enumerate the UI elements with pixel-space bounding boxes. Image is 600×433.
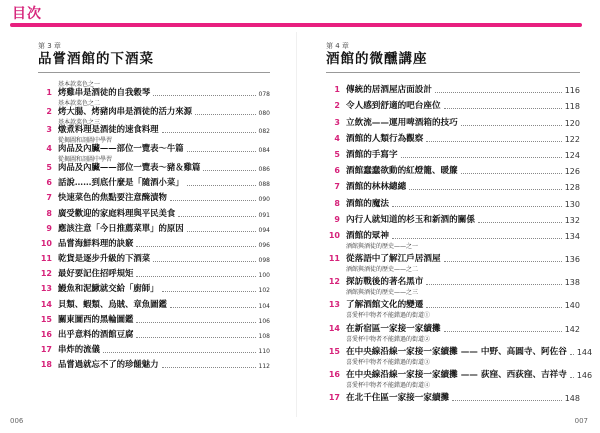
entry-title: 傳統的居酒屋店面設計	[346, 85, 432, 96]
entry-number: 6	[46, 178, 52, 188]
toc-entry	[38, 173, 270, 188]
dot-leader	[162, 291, 256, 292]
entry-title: 酒館的人類行為觀察	[346, 133, 424, 144]
entry-page-number: 090	[258, 196, 270, 204]
dot-leader	[426, 284, 561, 285]
entry-page-number: 132	[564, 215, 580, 225]
entry-number: 15	[328, 346, 340, 356]
toc-entry	[38, 234, 270, 249]
entry-line	[58, 86, 270, 98]
entry-line	[346, 164, 580, 176]
entry-list	[326, 79, 593, 404]
entry-list	[38, 79, 270, 370]
toc-entry	[38, 203, 270, 218]
entry-title: 了解酒館文化的變遷	[346, 300, 424, 311]
entry-line	[346, 148, 580, 160]
entry-subtitle: 酒館與酒徒的歷史——之三	[346, 289, 419, 297]
entry-line	[346, 213, 580, 225]
entry-line	[58, 207, 270, 219]
dot-leader	[444, 331, 562, 332]
toc-entry	[38, 264, 270, 279]
entry-page-number: 130	[564, 199, 580, 209]
entry-line	[58, 161, 270, 173]
dot-leader	[392, 206, 562, 207]
entry-number: 7	[334, 182, 340, 192]
dot-leader	[570, 354, 574, 355]
entry-page-number: 078	[258, 90, 270, 98]
entry-title: 應該注意「今日推薦菜單」的原因	[58, 222, 184, 233]
dot-leader	[195, 114, 256, 115]
toc-entry	[38, 340, 270, 355]
entry-page-number: 126	[564, 167, 580, 177]
entry-number: 11	[328, 254, 340, 264]
entry-page-number: 146	[576, 371, 593, 380]
entry-subtitle: 喜愛杯中物者不能錯過的街道①	[346, 312, 431, 320]
entry-number: 8	[46, 208, 52, 218]
entry-number: 3	[334, 117, 340, 127]
entry-number: 2	[46, 106, 52, 116]
entry-number: 11	[40, 254, 52, 264]
toc-entry	[326, 209, 580, 225]
entry-number: 10	[328, 230, 340, 240]
entry-page-number: 098	[258, 257, 270, 265]
dot-leader	[178, 216, 255, 217]
entry-title: 令人感到舒適的吧台座位	[346, 101, 441, 112]
entry-title: 燉煮料理是酒徒的速食料理	[58, 124, 159, 135]
dot-leader	[136, 276, 255, 277]
dot-leader	[136, 337, 255, 338]
dot-leader	[203, 170, 255, 171]
entry-subtitle: 基本款菜色之一	[58, 81, 101, 88]
chapter-title: 酒館的微醺講座	[326, 50, 580, 73]
entry-page-number: 148	[564, 394, 580, 404]
entry-line	[346, 83, 580, 95]
dot-leader	[461, 125, 562, 126]
dot-leader	[392, 238, 562, 239]
entry-page-number: 082	[258, 128, 270, 136]
dot-leader	[478, 222, 562, 223]
toc-entry	[326, 380, 580, 403]
entry-line	[346, 99, 580, 111]
entry-title: 最好要記住招呼規矩	[58, 268, 134, 279]
entry-number: 13	[40, 284, 52, 294]
entry-page-number: 112	[258, 363, 270, 371]
page-number-left: 006	[10, 417, 24, 425]
toc-entry	[326, 310, 580, 333]
entry-page-number: 100	[258, 272, 270, 280]
entry-title: 在北千住區一家接一家續攤	[346, 393, 450, 404]
chapter-label: 第 3 章	[38, 42, 61, 50]
dot-leader	[153, 95, 255, 96]
entry-number: 16	[328, 370, 340, 379]
entry-page-number: 106	[258, 317, 270, 325]
entry-line	[58, 105, 270, 117]
toc-entry	[326, 111, 580, 127]
entry-title: 酒館的手寫字	[346, 149, 398, 160]
entry-title: 內行人就知道的杉玉和新酒的關係	[346, 214, 475, 225]
entry-title: 酒館蠢蠢欲動的紅燈籠、暖簾	[346, 166, 458, 177]
toc-entry	[326, 241, 580, 264]
entry-line	[346, 368, 593, 380]
toc-entry	[326, 176, 580, 192]
entry-number: 9	[334, 214, 340, 224]
entry-line	[346, 132, 580, 144]
toc-entry	[326, 160, 580, 176]
entry-line	[58, 267, 270, 279]
toc-entry	[38, 279, 270, 294]
toc-entry	[326, 79, 580, 95]
entry-line	[58, 252, 270, 264]
entry-title: 品嘗海鮮料理的訣竅	[58, 237, 134, 248]
entry-line	[346, 180, 580, 192]
entry-number: 17	[40, 345, 52, 355]
entry-number: 5	[334, 149, 340, 159]
dot-leader	[409, 189, 562, 190]
entry-line	[58, 343, 270, 355]
toc-entry	[38, 135, 270, 154]
toc-entry	[38, 117, 270, 136]
entry-title: 酒館的林林總總	[346, 182, 407, 193]
entry-title: 話說……到底什麼是「隨酒小菜」	[58, 177, 184, 188]
toc-entry	[326, 128, 580, 144]
chapter-title: 品嘗酒館的下酒菜	[38, 50, 270, 73]
dot-leader	[170, 307, 256, 308]
entry-number: 12	[328, 277, 340, 287]
dot-leader	[461, 173, 562, 174]
entry-line	[58, 123, 270, 135]
toc-entry	[38, 79, 270, 98]
entry-subtitle: 酒館與酒徒的歷史——之二	[346, 266, 419, 274]
entry-subtitle: 基本款菜色之二	[58, 99, 101, 107]
dot-leader	[170, 200, 256, 201]
toc-entry	[38, 294, 270, 309]
entry-subtitle: 喜愛杯中物者不能錯過的街道④	[346, 382, 431, 389]
toc-entry	[38, 355, 270, 370]
entry-number: 4	[334, 133, 340, 143]
dot-leader	[187, 185, 256, 186]
entry-page-number: 120	[564, 118, 580, 128]
entry-page-number: 080	[258, 109, 270, 117]
entry-page-number: 104	[258, 302, 270, 310]
entry-title: 在中央線沿線一家接一家續攤 —— 中野、高圓寺、阿佐谷	[346, 346, 567, 357]
entry-title: 從落語中了解江戶居酒屋	[346, 254, 441, 265]
toc-header	[0, 0, 600, 30]
entry-title: 肉品及內臟——部位一覽表～豬＆雞篇	[58, 161, 201, 172]
dot-leader	[426, 307, 561, 308]
entry-page-number: 102	[258, 287, 270, 295]
entry-number: 9	[46, 223, 52, 233]
entry-number: 8	[334, 198, 340, 208]
entry-page-number: 134	[564, 231, 580, 241]
entry-title: 肉品及內臟——部位一覽表～牛篇	[58, 143, 184, 154]
entry-page-number: 144	[576, 347, 593, 357]
entry-page-number: 118	[564, 102, 580, 112]
entry-subtitle: 基本款菜色之三	[58, 118, 101, 126]
entry-number: 4	[46, 144, 52, 154]
entry-title: 廣受歡迎的家庭料理與平民美食	[58, 207, 176, 218]
entry-line	[346, 345, 593, 357]
left-page-toc	[38, 41, 270, 370]
entry-line	[346, 322, 580, 334]
entry-page-number: 086	[258, 165, 270, 173]
entry-line	[58, 282, 270, 294]
entry-number: 6	[334, 166, 340, 176]
entry-line	[58, 237, 270, 249]
entry-number: 15	[40, 314, 52, 324]
dot-leader	[136, 246, 255, 247]
dot-leader	[187, 231, 256, 232]
entry-subtitle: 從揭圖和剖圖中學習	[58, 137, 113, 145]
entry-title: 快速菜色的焦點要注意醃漬物	[58, 192, 167, 203]
entry-page-number: 110	[258, 348, 270, 356]
entry-page-number: 096	[258, 241, 270, 249]
entry-number: 10	[40, 238, 52, 248]
entry-subtitle: 從揭圖和剖圖中學習	[58, 156, 113, 164]
entry-number: 5	[46, 162, 52, 172]
toc-entry	[38, 219, 270, 234]
entry-number: 14	[40, 299, 52, 309]
entry-page-number: 140	[564, 301, 580, 311]
dot-leader	[435, 92, 562, 93]
entry-title: 探訪戰後的著名黑市	[346, 277, 424, 288]
entry-line	[346, 197, 580, 209]
dot-leader	[401, 157, 562, 158]
toc-entry	[326, 287, 580, 310]
entry-number: 3	[46, 125, 52, 135]
entry-title: 立飲流——運用啤酒箱的技巧	[346, 117, 458, 128]
dot-leader	[444, 261, 562, 262]
entry-line	[58, 328, 270, 340]
entry-title: 酒館的魔法	[346, 198, 389, 209]
toc-entry	[326, 264, 580, 287]
entry-title: 烤雞串是酒徒的自我穀琴	[58, 86, 151, 97]
entry-number: 13	[328, 300, 340, 310]
entry-page-number: 094	[258, 226, 270, 234]
toc-entry	[326, 144, 580, 160]
toc-title: 目次	[12, 6, 42, 22]
chapter-label: 第 4 章	[326, 42, 349, 50]
entry-number: 14	[328, 323, 340, 333]
entry-title: 串炸的流儀	[58, 344, 100, 355]
entry-title: 關東圖西的黑輪圖鑑	[58, 313, 134, 324]
dot-leader	[162, 132, 256, 133]
dot-leader	[444, 108, 562, 109]
right-page-toc	[326, 41, 593, 404]
dot-leader	[103, 352, 256, 353]
entry-subtitle: 喜愛杯中物者不能錯過的街道③	[346, 358, 431, 366]
entry-page-number: 091	[258, 211, 270, 219]
entry-page-number: 116	[564, 86, 580, 96]
entry-title: 貝類、蝦類、烏賊、章魚圖鑑	[58, 298, 167, 309]
entry-line	[58, 358, 270, 370]
toc-entry	[38, 188, 270, 203]
toc-entry	[326, 95, 580, 111]
entry-line	[58, 298, 270, 310]
entry-line	[58, 176, 270, 188]
entry-page-number: 122	[564, 134, 580, 144]
entry-line	[58, 222, 270, 234]
page-number-right: 007	[574, 417, 588, 425]
header-rule	[10, 23, 582, 27]
entry-title: 乾貨是逐步升級的下酒菜	[58, 253, 151, 264]
dot-leader	[136, 322, 255, 323]
entry-number: 18	[40, 360, 52, 370]
toc-entry	[326, 225, 580, 241]
entry-line	[346, 116, 580, 128]
toc-entry	[326, 334, 593, 357]
entry-number: 2	[334, 101, 340, 111]
entry-number: 1	[46, 87, 52, 97]
toc-entry	[38, 325, 270, 340]
entry-page-number: 088	[258, 181, 270, 189]
entry-line	[346, 298, 580, 310]
toc-entry	[326, 192, 580, 208]
dot-leader	[570, 377, 574, 378]
entry-title: 品嘗過就忘不了的珍饈魅力	[58, 359, 159, 370]
entry-line	[346, 229, 580, 241]
entry-subtitle: 酒館與酒徒的歷史——之一	[346, 242, 419, 250]
entry-title: 烤大腸、烤豬肉串是酒徒的活力來源	[58, 105, 192, 116]
entry-number: 1	[334, 85, 340, 95]
entry-line	[346, 275, 580, 287]
entry-title: 鰻魚和泥鰍就交給「廚師」	[58, 283, 159, 294]
toc-entry	[38, 249, 270, 264]
entry-line	[346, 391, 580, 403]
entry-number: 17	[328, 393, 340, 403]
entry-subtitle: 喜愛杯中物者不能錯過的街道②	[346, 335, 431, 343]
entry-line	[58, 191, 270, 203]
entry-title: 酒館的眾神	[346, 230, 389, 241]
entry-page-number: 142	[564, 324, 580, 334]
entry-title: 在中央線沿線一家接一家續攤 —— 荻窪、西荻窪、吉祥寺	[346, 370, 567, 380]
toc-entry	[38, 310, 270, 325]
entry-number: 16	[40, 330, 52, 340]
page-spine	[296, 32, 297, 417]
entry-line	[346, 252, 580, 264]
entry-line	[58, 313, 270, 325]
toc-entry	[38, 98, 270, 117]
entry-page-number: 084	[258, 147, 270, 155]
entry-title: 出乎意料的酒館豆腐	[58, 329, 134, 340]
entry-page-number: 138	[564, 278, 580, 288]
entry-page-number: 124	[564, 150, 580, 160]
entry-line	[58, 142, 270, 154]
entry-number: 12	[40, 269, 52, 279]
entry-number: 7	[46, 193, 52, 203]
dot-leader	[187, 151, 256, 152]
entry-title: 在新宿區一家接一家續攤	[346, 323, 441, 334]
dot-leader	[452, 400, 562, 401]
dot-leader	[162, 367, 256, 368]
toc-entry	[38, 154, 270, 173]
entry-page-number: 108	[258, 333, 270, 341]
dot-leader	[153, 261, 255, 262]
toc-entry	[326, 357, 593, 380]
entry-page-number: 128	[564, 183, 580, 193]
dot-leader	[426, 141, 561, 142]
entry-page-number: 136	[564, 255, 580, 265]
